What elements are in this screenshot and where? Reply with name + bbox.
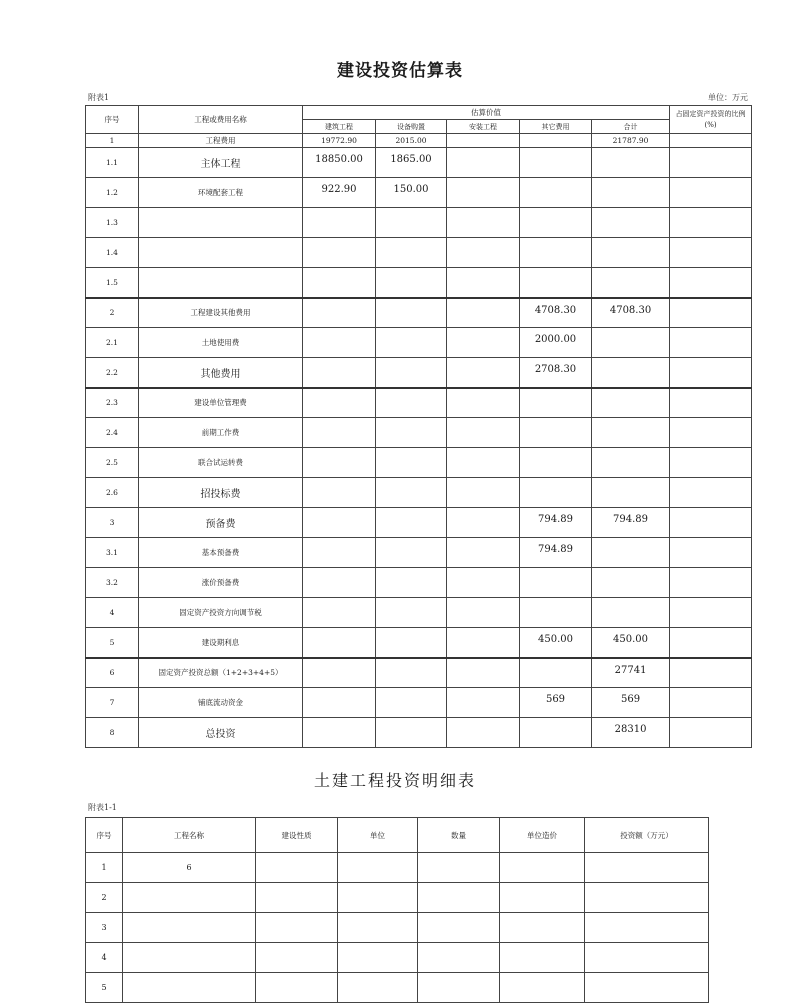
cell-other: 2000.00: [520, 328, 592, 358]
table-row: [86, 238, 752, 268]
cell-ratio: [670, 358, 752, 388]
cell-other: 2708.30: [520, 358, 592, 388]
cell-name: 工程费用: [139, 134, 303, 148]
cell-name: [123, 973, 256, 1003]
cell-installation: [447, 538, 520, 568]
cell-construction: [303, 328, 376, 358]
cell-construction: [303, 388, 376, 418]
cell-other: [520, 718, 592, 748]
table-row: [86, 883, 709, 913]
cell-equipment: [376, 478, 447, 508]
table-row: [86, 478, 752, 508]
cell-equipment: [376, 688, 447, 718]
table-row: [86, 658, 752, 688]
table-row: [86, 148, 752, 178]
cell-construction: [303, 508, 376, 538]
table-row: [86, 448, 752, 478]
table-row: [86, 268, 752, 298]
cell-ratio: [670, 134, 752, 148]
cell-ratio: [670, 688, 752, 718]
header-unit-price: 单位造价: [500, 818, 585, 853]
cell-equipment: [376, 238, 447, 268]
cell-installation: [447, 148, 520, 178]
cell-seq: 1.2: [86, 178, 139, 208]
cell-other: 569: [520, 688, 592, 718]
cell-total: [592, 178, 670, 208]
cell-construction: [303, 658, 376, 688]
cell-ratio: [670, 538, 752, 568]
cell-other: [520, 238, 592, 268]
cell-total: [592, 208, 670, 238]
cell-total: [592, 328, 670, 358]
cell-installation: [447, 448, 520, 478]
cell-nature: [256, 973, 338, 1003]
cell-seq: 6: [86, 658, 139, 688]
cell-seq: 4: [86, 598, 139, 628]
cell-ratio: [670, 388, 752, 418]
civil-works-detail-table: [85, 817, 709, 1003]
cell-installation: [447, 418, 520, 448]
cell-name: 招投标费: [139, 478, 303, 508]
cell-unit_price: [500, 943, 585, 973]
cell-equipment: [376, 298, 447, 328]
page-title: 建设投资估算表: [337, 61, 463, 81]
header-ratio: 占固定资产投资的比例(%): [670, 106, 752, 134]
header-name: 工程名称: [123, 818, 256, 853]
cell-equipment: 150.00: [376, 178, 447, 208]
cell-total: [592, 448, 670, 478]
cell-equipment: [376, 628, 447, 658]
cell-equipment: [376, 448, 447, 478]
cell-equipment: [376, 568, 447, 598]
table-row: [86, 568, 752, 598]
cell-investment: [585, 943, 709, 973]
table-row: [86, 358, 752, 388]
cell-installation: [447, 658, 520, 688]
cell-unit_price: [500, 853, 585, 883]
detail-table-title: 土建工程投资明细表: [313, 771, 476, 790]
cell-seq: 1.5: [86, 268, 139, 298]
cell-total: [592, 478, 670, 508]
cell-seq: 3.2: [86, 568, 139, 598]
cell-other: [520, 208, 592, 238]
cell-unit: [338, 973, 418, 1003]
table-row: [86, 328, 752, 358]
cell-seq: 2.3: [86, 388, 139, 418]
cell-total: [592, 238, 670, 268]
cell-name: 前期工作费: [139, 418, 303, 448]
cell-quantity: [418, 883, 500, 913]
header-seq: 序号: [86, 106, 139, 134]
cell-construction: 18850.00: [303, 148, 376, 178]
table-row: [86, 628, 752, 658]
header-estimate: 估算价值: [303, 106, 670, 120]
cell-quantity: [418, 973, 500, 1003]
cell-total: 4708.30: [592, 298, 670, 328]
cell-unit: [338, 883, 418, 913]
cell-name: [123, 943, 256, 973]
header-total: 合计: [592, 120, 670, 134]
table-row: [86, 718, 752, 748]
cell-total: [592, 148, 670, 178]
cell-equipment: [376, 508, 447, 538]
header-construction: 建筑工程: [303, 120, 376, 134]
cell-ratio: [670, 508, 752, 538]
cell-name: 建设期利息: [139, 628, 303, 658]
cell-quantity: [418, 943, 500, 973]
investment-estimate-table: [85, 105, 752, 748]
cell-quantity: [418, 853, 500, 883]
cell-equipment: [376, 388, 447, 418]
table-row: [86, 178, 752, 208]
cell-equipment: [376, 598, 447, 628]
cell-equipment: [376, 418, 447, 448]
cell-ratio: [670, 628, 752, 658]
cell-ratio: [670, 658, 752, 688]
cell-name: 预备费: [139, 508, 303, 538]
cell-construction: [303, 628, 376, 658]
cell-name: 固定资产投资方向调节税: [139, 598, 303, 628]
cell-total: [592, 268, 670, 298]
cell-name: [123, 913, 256, 943]
attachment-label: 附表1: [88, 93, 110, 102]
cell-other: 4708.30: [520, 298, 592, 328]
cell-name: 工程建设其他费用: [139, 298, 303, 328]
cell-seq: 2.5: [86, 448, 139, 478]
cell-installation: [447, 718, 520, 748]
cell-name: 基本预备费: [139, 538, 303, 568]
cell-total: 28310: [592, 718, 670, 748]
unit-label: 单位：万元: [708, 93, 748, 102]
cell-investment: [585, 853, 709, 883]
cell-installation: [447, 628, 520, 658]
cell-construction: [303, 478, 376, 508]
cell-other: [520, 148, 592, 178]
cell-equipment: 2015.00: [376, 134, 447, 148]
cell-installation: [447, 568, 520, 598]
cell-seq: 2: [86, 883, 123, 913]
cell-name: 环境配套工程: [139, 178, 303, 208]
cell-other: 794.89: [520, 538, 592, 568]
cell-ratio: [670, 598, 752, 628]
cell-seq: 2.6: [86, 478, 139, 508]
cell-total: 569: [592, 688, 670, 718]
table-row: [86, 508, 752, 538]
cell-seq: 2.2: [86, 358, 139, 388]
table-row: [86, 134, 752, 148]
cell-ratio: [670, 298, 752, 328]
cell-name: 固定资产投资总额（1+2+3+4+5）: [139, 658, 303, 688]
cell-nature: [256, 943, 338, 973]
cell-construction: [303, 598, 376, 628]
cell-investment: [585, 973, 709, 1003]
cell-seq: 1.3: [86, 208, 139, 238]
cell-unit: [338, 913, 418, 943]
header-equipment: 设备购置: [376, 120, 447, 134]
cell-name: [139, 268, 303, 298]
header-nature: 建设性质: [256, 818, 338, 853]
cell-name: 总投资: [139, 718, 303, 748]
cell-installation: [447, 688, 520, 718]
cell-name: 铺底流动资金: [139, 688, 303, 718]
cell-construction: [303, 418, 376, 448]
cell-name: 建设单位管理费: [139, 388, 303, 418]
cell-name: [123, 883, 256, 913]
cell-ratio: [670, 568, 752, 598]
cell-ratio: [670, 238, 752, 268]
cell-other: [520, 568, 592, 598]
cell-total: 794.89: [592, 508, 670, 538]
cell-other: 794.89: [520, 508, 592, 538]
cell-seq: 8: [86, 718, 139, 748]
cell-ratio: [670, 448, 752, 478]
cell-total: [592, 598, 670, 628]
cell-total: [592, 418, 670, 448]
attachment2-label: 附表1-1: [88, 803, 117, 812]
cell-seq: 4: [86, 943, 123, 973]
cell-other: 450.00: [520, 628, 592, 658]
cell-unit_price: [500, 973, 585, 1003]
cell-investment: [585, 883, 709, 913]
cell-installation: [447, 208, 520, 238]
header-seq: 序号: [86, 818, 123, 853]
cell-other: [520, 134, 592, 148]
cell-construction: [303, 448, 376, 478]
cell-other: [520, 478, 592, 508]
header-installation: 安装工程: [447, 120, 520, 134]
cell-seq: 1.1: [86, 148, 139, 178]
cell-name: 主体工程: [139, 148, 303, 178]
cell-investment: [585, 913, 709, 943]
cell-name: 土地使用费: [139, 328, 303, 358]
cell-construction: [303, 718, 376, 748]
cell-seq: 1: [86, 134, 139, 148]
cell-unit: [338, 853, 418, 883]
table-row: [86, 298, 752, 328]
cell-quantity: [418, 913, 500, 943]
cell-total: [592, 358, 670, 388]
cell-ratio: [670, 418, 752, 448]
cell-installation: [447, 134, 520, 148]
table-row: [86, 688, 752, 718]
cell-unit_price: [500, 883, 585, 913]
cell-equipment: [376, 268, 447, 298]
cell-installation: [447, 298, 520, 328]
cell-total: 21787.90: [592, 134, 670, 148]
cell-seq: 2.1: [86, 328, 139, 358]
cell-nature: [256, 883, 338, 913]
cell-name: [139, 208, 303, 238]
cell-equipment: [376, 208, 447, 238]
cell-ratio: [670, 268, 752, 298]
cell-ratio: [670, 478, 752, 508]
cell-installation: [447, 508, 520, 538]
cell-seq: 3.1: [86, 538, 139, 568]
header-unit: 单位: [338, 818, 418, 853]
cell-installation: [447, 358, 520, 388]
table-row: [86, 538, 752, 568]
cell-installation: [447, 388, 520, 418]
cell-nature: [256, 913, 338, 943]
cell-total: [592, 388, 670, 418]
cell-ratio: [670, 148, 752, 178]
cell-seq: 1: [86, 853, 123, 883]
cell-seq: 7: [86, 688, 139, 718]
cell-construction: [303, 208, 376, 238]
cell-installation: [447, 478, 520, 508]
cell-installation: [447, 328, 520, 358]
cell-other: [520, 448, 592, 478]
cell-construction: [303, 268, 376, 298]
cell-construction: 922.90: [303, 178, 376, 208]
cell-construction: [303, 238, 376, 268]
cell-installation: [447, 268, 520, 298]
cell-other: [520, 418, 592, 448]
cell-equipment: 1865.00: [376, 148, 447, 178]
cell-construction: [303, 298, 376, 328]
cell-nature: [256, 853, 338, 883]
cell-installation: [447, 178, 520, 208]
cell-other: [520, 388, 592, 418]
cell-equipment: [376, 538, 447, 568]
cell-construction: [303, 568, 376, 598]
cell-total: [592, 538, 670, 568]
table-row: [86, 418, 752, 448]
cell-equipment: [376, 658, 447, 688]
cell-construction: 19772.90: [303, 134, 376, 148]
cell-seq: 1.4: [86, 238, 139, 268]
table-row: [86, 388, 752, 418]
cell-other: [520, 268, 592, 298]
cell-construction: [303, 358, 376, 388]
cell-name: 涨价预备费: [139, 568, 303, 598]
cell-seq: 5: [86, 973, 123, 1003]
cell-ratio: [670, 718, 752, 748]
cell-other: [520, 598, 592, 628]
cell-seq: 3: [86, 913, 123, 943]
cell-total: 27741: [592, 658, 670, 688]
cell-name: 其他费用: [139, 358, 303, 388]
cell-unit_price: [500, 913, 585, 943]
cell-equipment: [376, 358, 447, 388]
cell-seq: 2: [86, 298, 139, 328]
cell-seq: 2.4: [86, 418, 139, 448]
cell-total: 450.00: [592, 628, 670, 658]
cell-name: 6: [123, 853, 256, 883]
cell-total: [592, 568, 670, 598]
header-investment: 投资额（万元）: [585, 818, 709, 853]
header-name: 工程或费用名称: [139, 106, 303, 134]
table-row: [86, 943, 709, 973]
header-other: 其它费用: [520, 120, 592, 134]
cell-equipment: [376, 718, 447, 748]
cell-unit: [338, 943, 418, 973]
cell-construction: [303, 538, 376, 568]
cell-seq: 5: [86, 628, 139, 658]
cell-name: [139, 238, 303, 268]
cell-ratio: [670, 328, 752, 358]
cell-other: [520, 658, 592, 688]
cell-installation: [447, 238, 520, 268]
cell-construction: [303, 688, 376, 718]
table-row: [86, 913, 709, 943]
cell-ratio: [670, 208, 752, 238]
cell-installation: [447, 598, 520, 628]
cell-seq: 3: [86, 508, 139, 538]
cell-other: [520, 178, 592, 208]
cell-ratio: [670, 178, 752, 208]
table-row: [86, 853, 709, 883]
table-row: [86, 973, 709, 1003]
header-quantity: 数量: [418, 818, 500, 853]
cell-name: 联合试运转费: [139, 448, 303, 478]
cell-equipment: [376, 328, 447, 358]
table-row: [86, 208, 752, 238]
table-row: [86, 598, 752, 628]
